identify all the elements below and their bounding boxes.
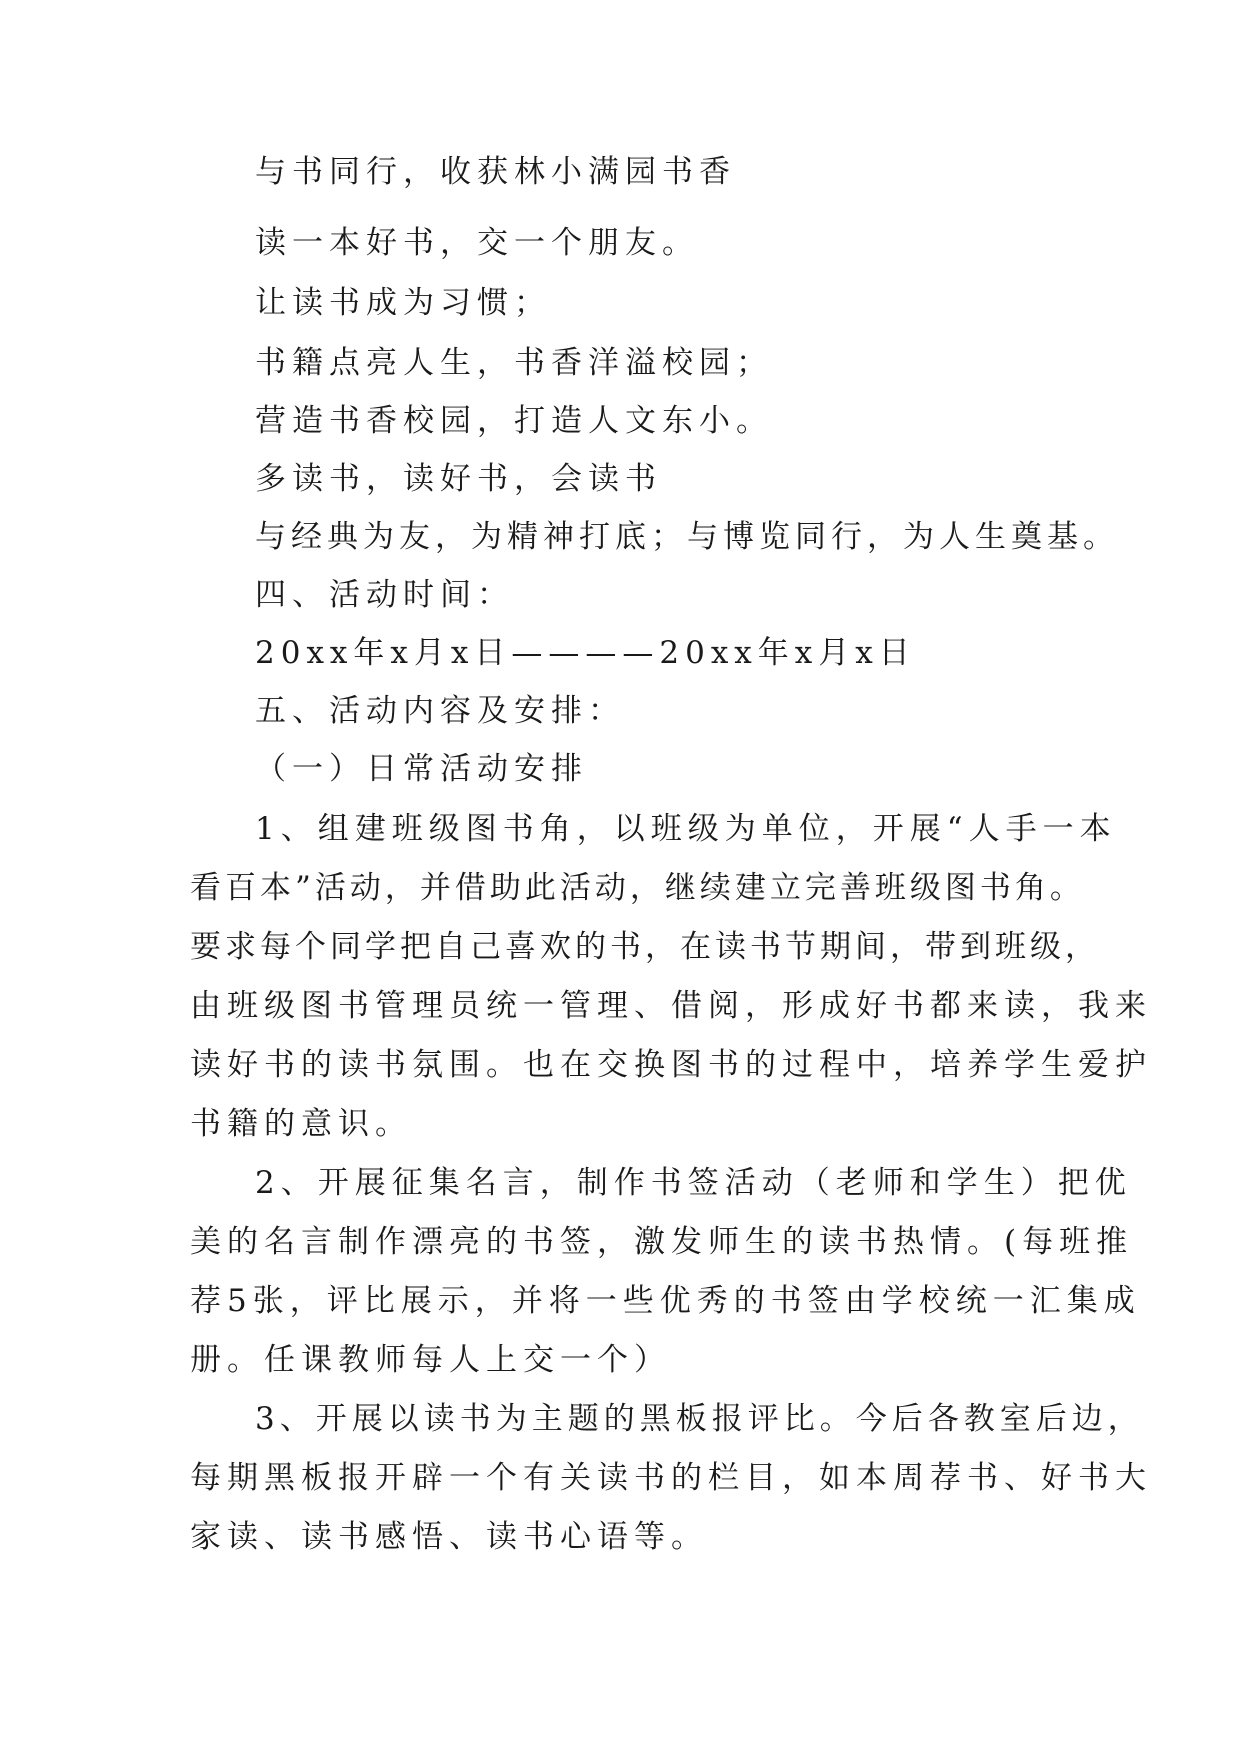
activity-time: 20xx年x月x日————20xx年x月x日 <box>255 635 916 671</box>
paragraph-line: 书籍的意识。 <box>190 1106 412 1142</box>
paragraph-line: 荐5张，评比展示，并将一些优秀的书签由学校统一汇集成 <box>190 1283 1141 1319</box>
slogan-line: 营造书香校园，打造人文东小。 <box>255 403 773 439</box>
paragraph-line: 美的名言制作漂亮的书签，激发师生的读书热情。(每班推 <box>190 1224 1134 1260</box>
paragraph-line: 2、开展征集名言，制作书签活动（老师和学生）把优 <box>255 1165 1132 1201</box>
paragraph-line: 由班级图书管理员统一管理、借阅，形成好书都来读，我来 <box>190 988 1152 1024</box>
paragraph-line: 3、开展以读书为主题的黑板报评比。今后各教室后边， <box>255 1401 1144 1437</box>
paragraph-line: 读好书的读书氛围。也在交换图书的过程中，培养学生爱护 <box>190 1047 1152 1083</box>
section-heading: 五、活动内容及安排： <box>255 693 625 729</box>
slogan-line: 读一本好书，交一个朋友。 <box>255 225 699 261</box>
paragraph-line: 每期黑板报开辟一个有关读书的栏目，如本周荐书、好书大 <box>190 1460 1152 1496</box>
slogan-line: 让读书成为习惯； <box>255 285 551 321</box>
slogan-line: 多读书，读好书，会读书 <box>255 461 662 497</box>
slogan-line: 与经典为友，为精神打底；与博览同行，为人生奠基。 <box>255 519 1119 555</box>
paragraph-line: 册。任课教师每人上交一个） <box>190 1342 671 1378</box>
paragraph-line: 看百本”活动，并借助此活动，继续建立完善班级图书角。 <box>190 870 1085 906</box>
slogan-line: 与书同行，收获林小满园书香 <box>255 154 736 190</box>
section-heading: 四、活动时间： <box>255 577 514 613</box>
paragraph-line: 家读、读书感悟、读书心语等。 <box>190 1519 708 1555</box>
paragraph-line: 要求每个同学把自己喜欢的书，在读书节期间，带到班级， <box>190 929 1100 965</box>
subsection-heading: （一）日常活动安排 <box>255 751 588 787</box>
slogan-line: 书籍点亮人生，书香洋溢校园； <box>255 345 773 381</box>
paragraph-line: 1、组建班级图书角，以班级为单位，开展“人手一本 <box>255 811 1117 847</box>
